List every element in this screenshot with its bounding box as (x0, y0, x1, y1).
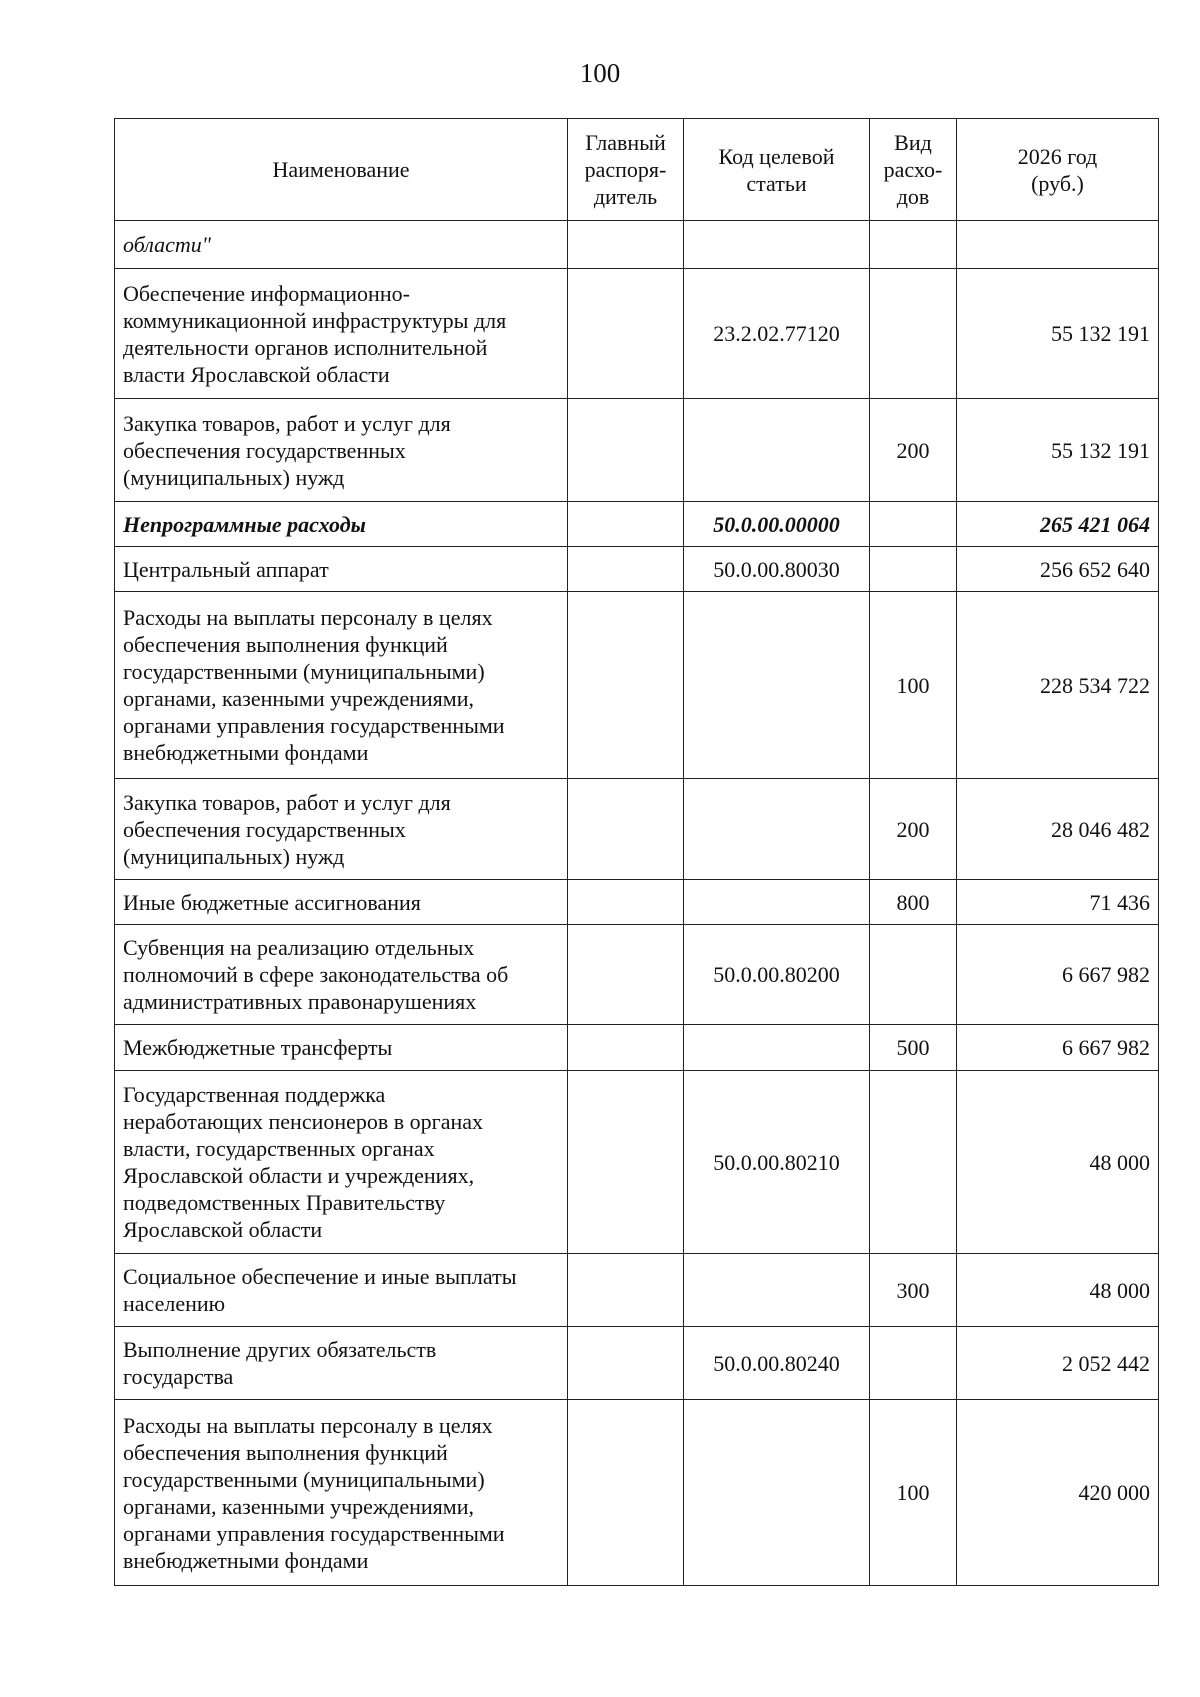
cell-name: Центральный аппарат (115, 547, 568, 592)
cell-code (684, 592, 870, 779)
table-row (115, 547, 1159, 592)
table-row (115, 1254, 1159, 1327)
table-header-row (115, 119, 1159, 221)
cell-amount: 55 132 191 (957, 269, 1159, 399)
table-row (115, 1025, 1159, 1071)
cell-amount: 48 000 (957, 1071, 1159, 1254)
table-row (115, 592, 1159, 779)
cell-amount: 55 132 191 (957, 399, 1159, 502)
cell-amount: 28 046 482 (957, 779, 1159, 880)
cell-kind (870, 925, 957, 1025)
cell-amount: 265 421 064 (957, 502, 1159, 547)
cell-kind (870, 221, 957, 269)
cell-kind (870, 502, 957, 547)
cell-name: области" (115, 221, 568, 269)
cell-admin (568, 925, 684, 1025)
table-row (115, 269, 1159, 399)
cell-code (684, 1400, 870, 1586)
cell-code: 50.0.00.00000 (684, 502, 870, 547)
cell-kind (870, 269, 957, 399)
cell-amount: 2 052 442 (957, 1327, 1159, 1400)
cell-name: Обеспечение информационно- коммуникационной инфраструктуры для деятельности органов исполнительной власти Ярославской области (115, 269, 568, 399)
cell-admin (568, 502, 684, 547)
page-number: 100 (579, 58, 621, 88)
table-row (115, 779, 1159, 880)
cell-admin (568, 269, 684, 399)
cell-name: Расходы на выплаты персоналу в целях обеспечения выполнения функций государственными (муниципальными) органами, казенными учреждениями, органами управления государственными внебюджетными фондами (115, 592, 568, 779)
cell-admin (568, 399, 684, 502)
cell-code (684, 399, 870, 502)
cell-amount: 256 652 640 (957, 547, 1159, 592)
header-kind: Вид расхо- дов (870, 119, 957, 221)
cell-kind: 100 (870, 1400, 957, 1586)
cell-admin (568, 547, 684, 592)
cell-kind: 200 (870, 779, 957, 880)
cell-admin (568, 1025, 684, 1071)
cell-amount: 228 534 722 (957, 592, 1159, 779)
cell-admin (568, 592, 684, 779)
cell-code (684, 1254, 870, 1327)
cell-amount: 48 000 (957, 1254, 1159, 1327)
cell-kind: 100 (870, 592, 957, 779)
cell-code (684, 880, 870, 925)
cell-code (684, 221, 870, 269)
cell-name: Субвенция на реализацию отдельных полномочий в сфере законодательства об административных правонарушениях (115, 925, 568, 1025)
cell-kind: 200 (870, 399, 957, 502)
table-row (115, 925, 1159, 1025)
cell-kind (870, 1327, 957, 1400)
cell-amount: 6 667 982 (957, 1025, 1159, 1071)
cell-name: Межбюджетные трансферты (115, 1025, 568, 1071)
cell-admin (568, 1071, 684, 1254)
header-name: Наименование (115, 119, 568, 221)
table-row (115, 399, 1159, 502)
cell-amount: 71 436 (957, 880, 1159, 925)
cell-admin (568, 1327, 684, 1400)
header-amount: 2026 год (руб.) (957, 119, 1159, 221)
table-row (115, 221, 1159, 269)
cell-kind: 300 (870, 1254, 957, 1327)
budget-table (114, 118, 1159, 1586)
cell-name: Непрограммные расходы (115, 502, 568, 547)
cell-kind: 500 (870, 1025, 957, 1071)
cell-code: 50.0.00.80210 (684, 1071, 870, 1254)
cell-name: Закупка товаров, работ и услуг для обеспечения государственных (муниципальных) нужд (115, 779, 568, 880)
cell-admin (568, 1254, 684, 1327)
cell-amount: 6 667 982 (957, 925, 1159, 1025)
table-row (115, 1400, 1159, 1586)
table-row (115, 1327, 1159, 1400)
cell-code: 23.2.02.77120 (684, 269, 870, 399)
cell-admin (568, 1400, 684, 1586)
cell-code: 50.0.00.80030 (684, 547, 870, 592)
cell-name: Выполнение других обязательств государства (115, 1327, 568, 1400)
cell-kind (870, 1071, 957, 1254)
cell-kind (870, 547, 957, 592)
table-row (115, 880, 1159, 925)
header-code: Код целевой статьи (684, 119, 870, 221)
table-row (115, 1071, 1159, 1254)
cell-name: Расходы на выплаты персоналу в целях обеспечения выполнения функций государственными (муниципальными) органами, казенными учреждениями, органами управления государственными внебюджетными фондами (115, 1400, 568, 1586)
cell-code: 50.0.00.80240 (684, 1327, 870, 1400)
cell-amount (957, 221, 1159, 269)
cell-code: 50.0.00.80200 (684, 925, 870, 1025)
cell-admin (568, 779, 684, 880)
cell-name: Закупка товаров, работ и услуг для обеспечения государственных (муниципальных) нужд (115, 399, 568, 502)
table-row (115, 502, 1159, 547)
cell-code (684, 779, 870, 880)
cell-name: Иные бюджетные ассигнования (115, 880, 568, 925)
cell-admin (568, 880, 684, 925)
header-admin: Главный распоря- дитель (568, 119, 684, 221)
cell-name: Социальное обеспечение и иные выплаты населению (115, 1254, 568, 1327)
cell-code (684, 1025, 870, 1071)
cell-name: Государственная поддержка неработающих пенсионеров в органах власти, государственных органах Ярославской области и учреждениях, подведомственных Правительству Ярославской области (115, 1071, 568, 1254)
cell-amount: 420 000 (957, 1400, 1159, 1586)
cell-kind: 800 (870, 880, 957, 925)
cell-admin (568, 221, 684, 269)
